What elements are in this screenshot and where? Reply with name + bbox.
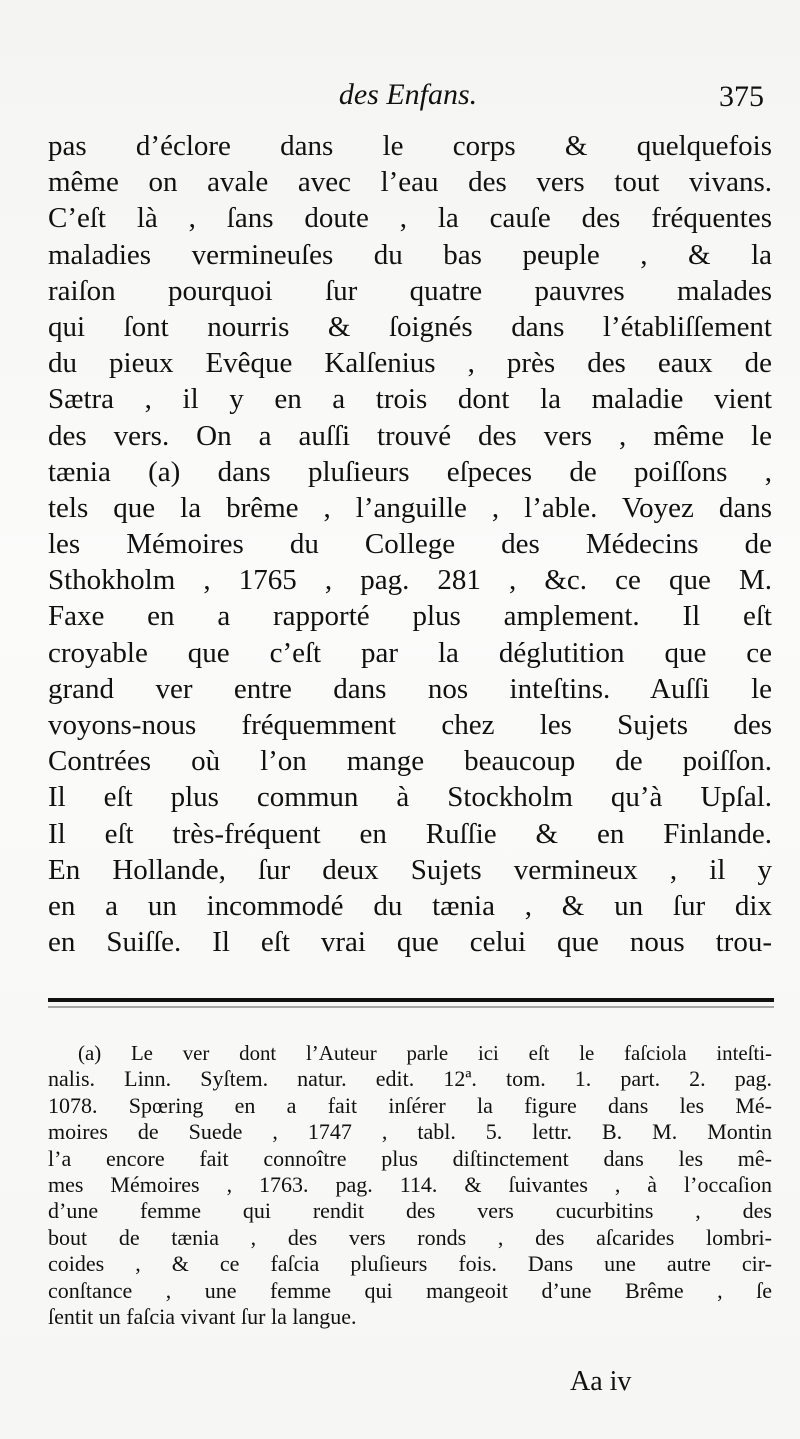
body-line: Sthokholm , 1765 , pag. 281 , &c. ce que M.: [48, 564, 772, 597]
page-number: 375: [719, 80, 764, 113]
footnote-line: ſentit un faſcia vivant ſur la langue.: [48, 1303, 357, 1329]
body-line: Il eſt plus commun à Stockholm qu’à Upſal.: [48, 781, 772, 814]
body-text: [48, 128, 772, 960]
footnote-line: (a) Le ver dont l’Auteur parle ici eſt le faſciola inteſti-: [78, 1041, 772, 1065]
body-line: tels que la brême , l’anguille , l’able. Voyez dans: [48, 491, 772, 524]
body-line: en Suiſſe. Il eſt vrai que celui que nous trou-: [48, 926, 772, 959]
body-line: qui ſont nourris & ſoignés dans l’établiſſement: [48, 310, 772, 343]
footnote-line: nalis. Linn. Syſtem. natur. edit. 12ª. tom. 1. part. 2. pag.: [48, 1066, 772, 1092]
signature-mark: Aa iv: [570, 1366, 632, 1397]
body-line: tænia (a) dans pluſieurs eſpeces de poiſſons ,: [48, 455, 772, 488]
footnote-line: l’a encore fait connoître plus diſtinctement dans les mê-: [48, 1145, 772, 1171]
body-line: En Hollande, ſur deux Sujets vermineux , il y: [48, 853, 772, 886]
footnote-line: mes Mémoires , 1763. pag. 114. & ſuivantes , à l’occaſion: [48, 1171, 772, 1197]
body-line: croyable que c’eſt par la déglutition que ce: [48, 636, 772, 669]
body-line: les Mémoires du College des Médecins de: [48, 528, 772, 561]
body-line: même on avale avec l’eau des vers tout vivans.: [48, 166, 772, 199]
body-line: Sætra , il y en a trois dont la maladie vient: [48, 383, 772, 416]
footnote-line: bout de tænia , des vers ronds , des aſcarides lombri-: [48, 1224, 772, 1250]
footnote-rule: [48, 998, 774, 1002]
footnote-line: coides , & ce faſcia pluſieurs fois. Dans une autre cir-: [48, 1251, 772, 1277]
footnote-line: moires de Suede , 1747 , tabl. 5. lettr. B. M. Montin: [48, 1119, 772, 1145]
body-line: maladies vermineuſes du bas peuple , & la: [48, 238, 772, 271]
body-line: raiſon pourquoi ſur quatre pauvres malades: [48, 274, 772, 307]
footnote: [48, 1040, 772, 1330]
body-line: Contrées où l’on mange beaucoup de poiſſon.: [48, 745, 772, 778]
footnote-line: 1078. Spœring en a fait inſérer la figure dans les Mé-: [48, 1092, 772, 1118]
body-line: Faxe en a rapporté plus amplement. Il eſt: [48, 600, 772, 633]
running-title: des Enfans.: [338, 78, 478, 111]
footnote-line: d’une femme qui rendit des vers cucurbitins , des: [48, 1198, 772, 1224]
body-line: du pieux Evêque Kalſenius , près des eaux de: [48, 347, 772, 380]
footnote-line: conſtance , une femme qui mangeoit d’une Brême , ſe: [48, 1277, 772, 1303]
body-line: Il eſt très-fréquent en Ruſſie & en Finlande.: [48, 817, 772, 850]
footnote-rule-shadow: [48, 1006, 774, 1008]
body-line: voyons-nous fréquemment chez les Sujets des: [48, 709, 772, 741]
body-line: des vers. On a auſſi trouvé des vers , même le: [48, 419, 772, 452]
body-line: grand ver entre dans nos inteſtins. Auſſi le: [48, 672, 772, 705]
body-line: en a un incommodé du tænia , & un ſur dix: [48, 889, 772, 922]
body-line: pas d’éclore dans le corps & quelquefois: [48, 130, 772, 162]
running-head: [46, 78, 770, 118]
body-line: C’eſt là , ſans doute , la cauſe des fréquentes: [48, 202, 772, 235]
